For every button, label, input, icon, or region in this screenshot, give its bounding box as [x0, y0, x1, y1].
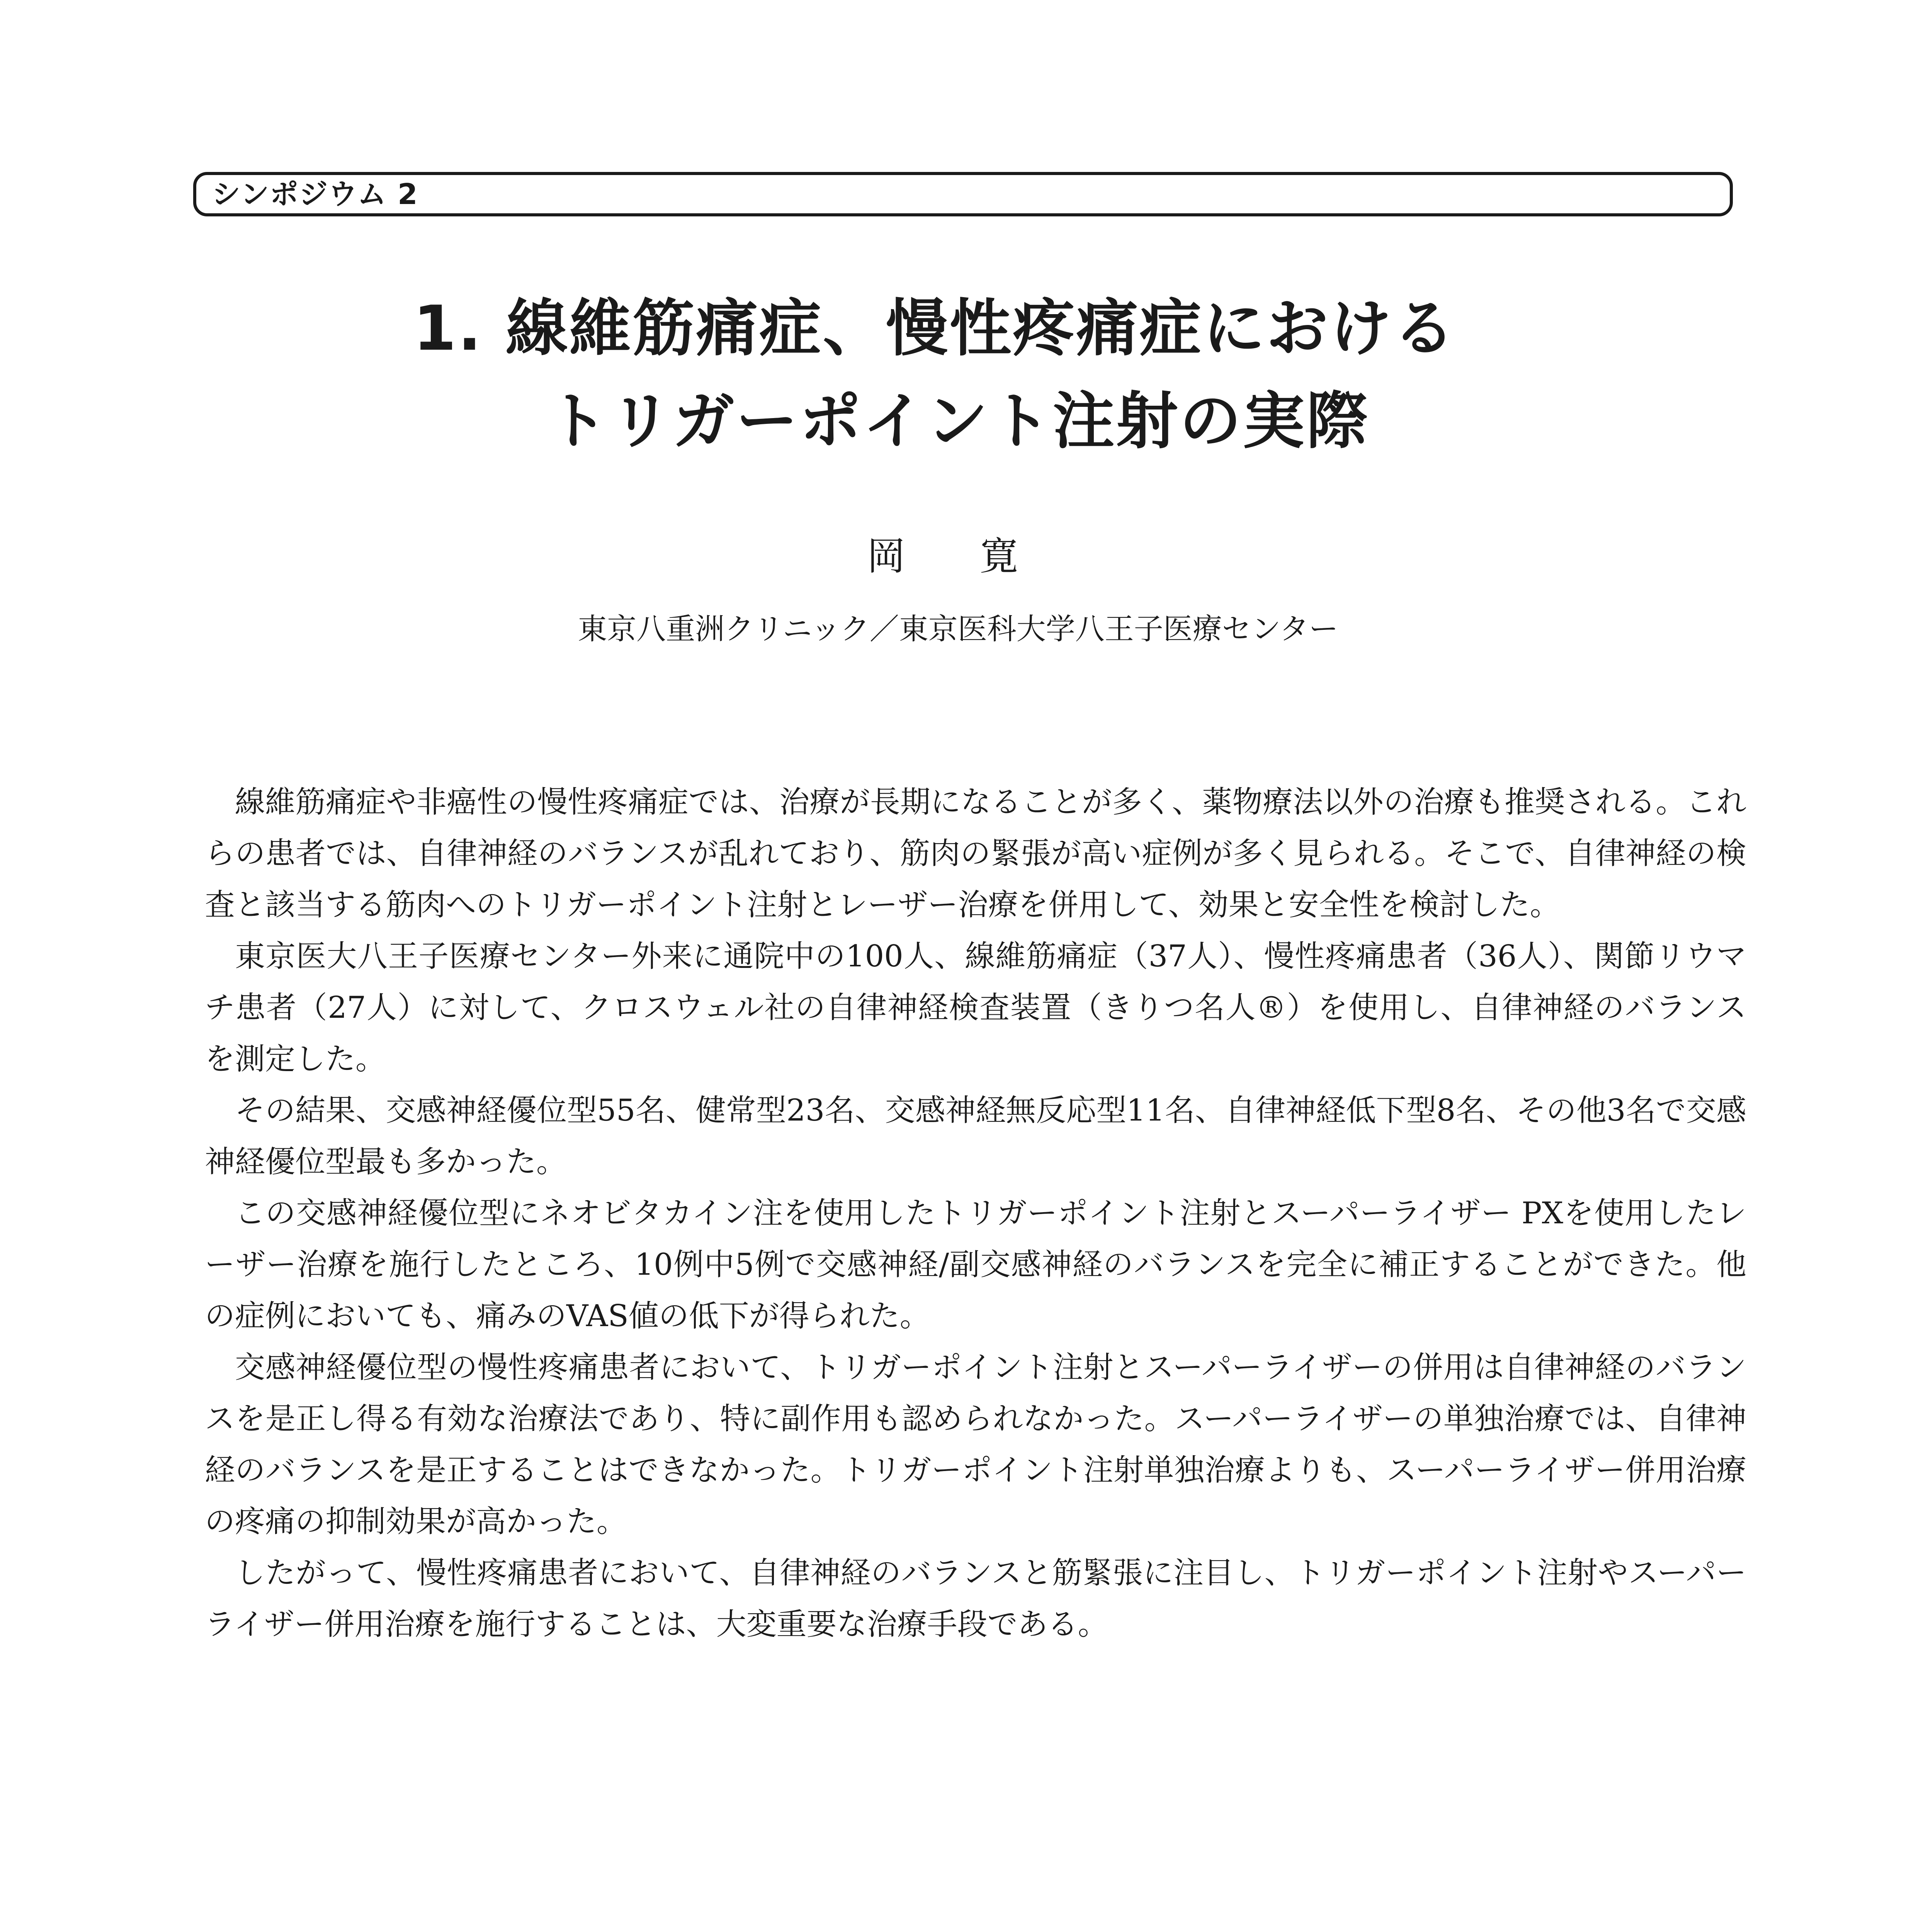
abstract-body: [205, 777, 1746, 1650]
article-title-line-2: トリガーポイント注射の実際: [546, 385, 1370, 457]
body-paragraph-2: 東京医大八王子医療センター外来に通院中の100人、線維筋痛症（37人）、慢性疼痛患者（36人）、関節リウマチ患者（27人）に対して、クロスウェル社の自律神経検査装置（きりつ名人®）を使用し、自律神経のバランスを測定した。: [205, 939, 1746, 1077]
body-paragraph-4: この交感神経優位型にネオビタカイン注を使用したトリガーポイント注射とスーパーライザー PXを使用したレーザー治療を施行したところ、10例中5例で交感神経/副交感神経のバランスを完全に補正することができた。他の症例においても、痛みのVAS値の低下が得られた。: [205, 1196, 1746, 1333]
body-paragraph-6: したがって、慢性疼痛患者において、自律神経のバランスと筋緊張に注目し、トリガーポイント注射やスーパーライザー併用治療を施行することは、大変重要な治療手段である。: [205, 1556, 1746, 1642]
body-paragraph-3: その結果、交感神経優位型55名、健常型23名、交感神経無反応型11名、自律神経低下型8名、その他3名で交感神経優位型最も多かった。: [205, 1093, 1746, 1179]
body-paragraph-1: 線維筋痛症や非癌性の慢性疼痛症では、治療が長期になることが多く、薬物療法以外の治療も推奨される。これらの患者では、自律神経のバランスが乱れており、筋肉の緊張が高い症例が多く見られる。そこで、自律神経の検査と該当する筋肉へのトリガーポイント注射とレーザー治療を併用して、効果と安全性を検討した。: [205, 785, 1746, 922]
section-header-box: [193, 172, 1733, 216]
article-title-line-1: 1. 線維筋痛症、慢性疼痛症における: [413, 292, 1457, 364]
body-paragraph-5: 交感神経優位型の慢性疼痛患者において、トリガーポイント注射とスーパーライザーの併用は自律神経のバランスを是正し得る有効な治療法であり、特に副作用も認められなかった。スーパーライザーの単独治療では、自律神経のバランスを是正することはできなかった。トリガーポイント注射単独治療よりも、スーパーライザー併用治療の疼痛の抑制効果が高かった。: [205, 1350, 1746, 1539]
author-name: 岡 寛: [867, 534, 1049, 579]
author-affiliation: 東京八重洲クリニック／東京医科大学八王子医療センター: [578, 612, 1338, 646]
section-label: シンポジウム 2: [212, 177, 418, 211]
